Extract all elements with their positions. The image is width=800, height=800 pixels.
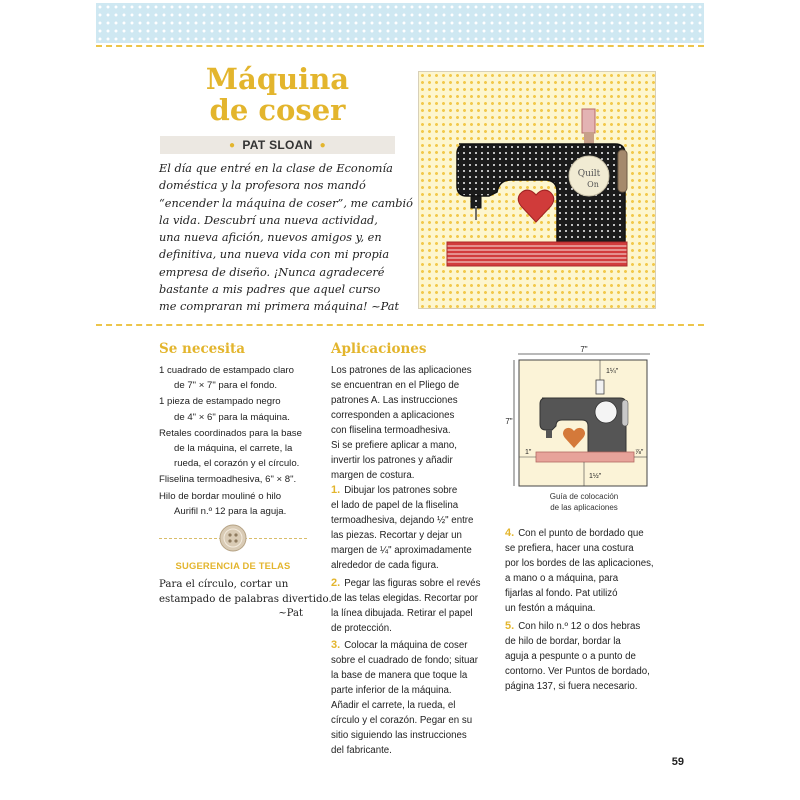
author-name: PAT SLOAN (242, 138, 313, 152)
intro-quote (159, 160, 413, 316)
step-line: parte inferior de la máquina. (331, 685, 452, 696)
step-3 (331, 638, 496, 758)
list-item-line: de la máquina, el carrete, la (174, 443, 293, 455)
hand-wheel (618, 150, 627, 192)
step-line (331, 638, 496, 653)
paragraph-line: se encuentran en el Pliego de (331, 380, 460, 391)
intro-line: una nueva afición, nuevos amigos y, en (159, 231, 382, 245)
paragraph-line: con fliselina termoadhesiva. (331, 425, 451, 436)
bullet-icon: ● (319, 139, 326, 151)
page-number: 59 (671, 756, 684, 768)
spool-shape (582, 109, 595, 133)
diagram-needle-bar (546, 430, 552, 438)
author-bar (160, 136, 395, 154)
section-divider (96, 324, 704, 326)
step-line-text: Con hilo n.º 12 o dos hebras (518, 621, 641, 632)
step-line: las piezas. Recortar y dejar un (331, 530, 462, 541)
machine-base (447, 242, 627, 266)
intro-line: “encender la máquina de coser”, me cambió (159, 196, 413, 210)
step-line: Añadir el carrete, la rueda, el (331, 700, 456, 711)
paragraph-line: Los patrones de las aplicaciones (331, 365, 472, 376)
height-label: 7" (505, 417, 513, 426)
step-number: 2. (331, 577, 341, 589)
step-5 (505, 619, 665, 694)
intro-line: definitiva, una nueva vida con mi propia (159, 248, 390, 262)
caption-line: de las aplicaciones (550, 503, 618, 512)
left-offset-label: 1" (525, 449, 532, 456)
step-line: círculo y el corazón. Pegar en su (331, 715, 473, 726)
list-item (159, 472, 309, 487)
step-line: de las telas elegidas. Recortar por (331, 593, 479, 604)
tip-text (159, 577, 332, 608)
tip-heading: SUGERENCIA DE TELAS (175, 560, 291, 571)
sewing-button-icon (219, 524, 247, 552)
tip-line: Para el círculo, cortar un (159, 579, 289, 590)
list-item-line: rueda, el corazón y el círculo. (174, 458, 300, 470)
top-offset-label: 1¼" (606, 368, 619, 375)
tip-line: estampado de palabras divertido. (159, 594, 332, 606)
bullet-icon: ● (229, 139, 236, 151)
step-line (505, 526, 665, 541)
top-banner (96, 3, 704, 43)
applications-heading: Aplicaciones (331, 341, 427, 357)
intro-line: El día que entré en la clase de Economía (159, 162, 393, 175)
step-line: fijarlas al fondo. Pat utilizó (505, 588, 618, 599)
circle-label-line-1: Quilt (577, 169, 601, 179)
step-line: por los bordes de las aplicaciones, (505, 558, 654, 569)
diagram-wheel (622, 400, 628, 426)
step-line (331, 576, 496, 591)
diagram-base (536, 452, 634, 462)
step-line: se prefiera, hacer una costura (505, 543, 634, 554)
paragraph-line: invertir los patrones y añadir (331, 455, 453, 466)
step-line: del fabricante. (331, 745, 392, 756)
list-item (159, 489, 309, 519)
step-line: un festón a máquina. (505, 603, 596, 614)
step-line: sitio siguiendo las instrucciones (331, 730, 467, 741)
sewing-machine-applique-illustration (419, 72, 655, 308)
step-4 (505, 526, 665, 616)
step-line-text: Colocar la máquina de coser (344, 640, 468, 651)
step-line-text: Pegar las figuras sobre el revés (344, 578, 481, 589)
step-line: contorno. Ver Puntos de bordado, (505, 666, 650, 677)
step-line: de hilo de bordar, bordar la (505, 636, 621, 647)
paragraph-line: margen de costura. (331, 470, 415, 481)
intro-line: bastante a mis padres que aquel curso (159, 283, 381, 297)
top-divider (96, 45, 704, 47)
tip-signature: ~Pat (278, 608, 303, 619)
step-number: 5. (505, 620, 515, 632)
diagram-spool (596, 380, 604, 394)
intro-line: me compraran mi primera máquina! ~Pat (159, 300, 400, 314)
intro-line: doméstica y la profesora nos mandó (159, 179, 366, 193)
paragraph-line: Si se prefiere aplicar a mano, (331, 440, 457, 451)
list-item-line: Fliselina termoadhesiva, 6" × 8". (159, 474, 297, 486)
sewing-machine-quilt-photo (418, 71, 656, 309)
intro-line: empresa de diseño. ¡Nunca agradeceré (159, 265, 385, 279)
applications-intro (331, 363, 491, 483)
paragraph-line: corresponden a aplicaciones (331, 410, 455, 421)
step-line: aguja a pespunte o a punto de (505, 651, 636, 662)
width-label: 7" (580, 345, 588, 354)
list-item-line: Aurifil n.º 12 para la aguja. (174, 505, 287, 517)
right-offset-label: ⅞" (635, 449, 644, 456)
diagram-caption (500, 491, 668, 513)
list-item (159, 426, 309, 472)
step-line-text: Dibujar los patrones sobre (344, 485, 458, 496)
list-item-line: Hilo de bordar mouliné o hilo (159, 490, 282, 502)
heart-icon (518, 190, 554, 222)
step-line: margen de ¼" aproximadamente (331, 545, 472, 556)
step-line: de protección. (331, 623, 392, 634)
materials-list (159, 363, 309, 520)
step-line: página 137, si fuera necesario. (505, 681, 638, 692)
title-line-1: Máquina (205, 62, 350, 96)
step-line: sobre el cuadrado de fondo; situar (331, 655, 479, 666)
step-line: el lado de papel de la fliselina (331, 500, 459, 511)
step-line: a mano o a máquina, para (505, 573, 619, 584)
step-1 (331, 483, 496, 573)
step-number: 1. (331, 484, 341, 496)
step-line: termoadhesiva, dejando ½" entre (331, 515, 474, 526)
page-title (160, 64, 395, 126)
needle-bar (471, 196, 481, 208)
step-number: 3. (331, 639, 341, 651)
step-line-text: Con el punto de bordado que (518, 528, 644, 539)
caption-line: Guía de colocación (549, 492, 619, 501)
bottom-offset-label: 1½" (589, 473, 602, 480)
list-item (159, 363, 309, 393)
step-line (331, 483, 496, 498)
circle-label-line-2: On (587, 180, 599, 189)
step-2 (331, 576, 496, 636)
step-line: la base de manera que toque la (331, 670, 468, 681)
intro-line: la vida. Descubrí una nueva actividad, (159, 213, 378, 227)
list-item (159, 394, 309, 424)
list-item-line: 1 cuadrado de estampado claro (159, 365, 294, 376)
step-line (505, 619, 665, 634)
list-item-line: Retales coordinados para la base (159, 427, 302, 439)
title-line-2: de coser (209, 93, 346, 127)
paragraph-line: patrones A. Las instrucciones (331, 395, 458, 406)
step-line: la línea dibujada. Retirar el papel (331, 608, 473, 619)
list-item-line: de 7" × 7" para el fondo. (174, 380, 278, 392)
diagram-circle (595, 401, 617, 423)
step-line: alrededor de cada figura. (331, 560, 439, 571)
list-item-line: de 4" × 6" para la máquina. (174, 411, 290, 423)
needs-heading: Se necesita (159, 341, 245, 357)
list-item-line: 1 pieza de estampado negro (159, 396, 281, 408)
step-number: 4. (505, 527, 515, 539)
